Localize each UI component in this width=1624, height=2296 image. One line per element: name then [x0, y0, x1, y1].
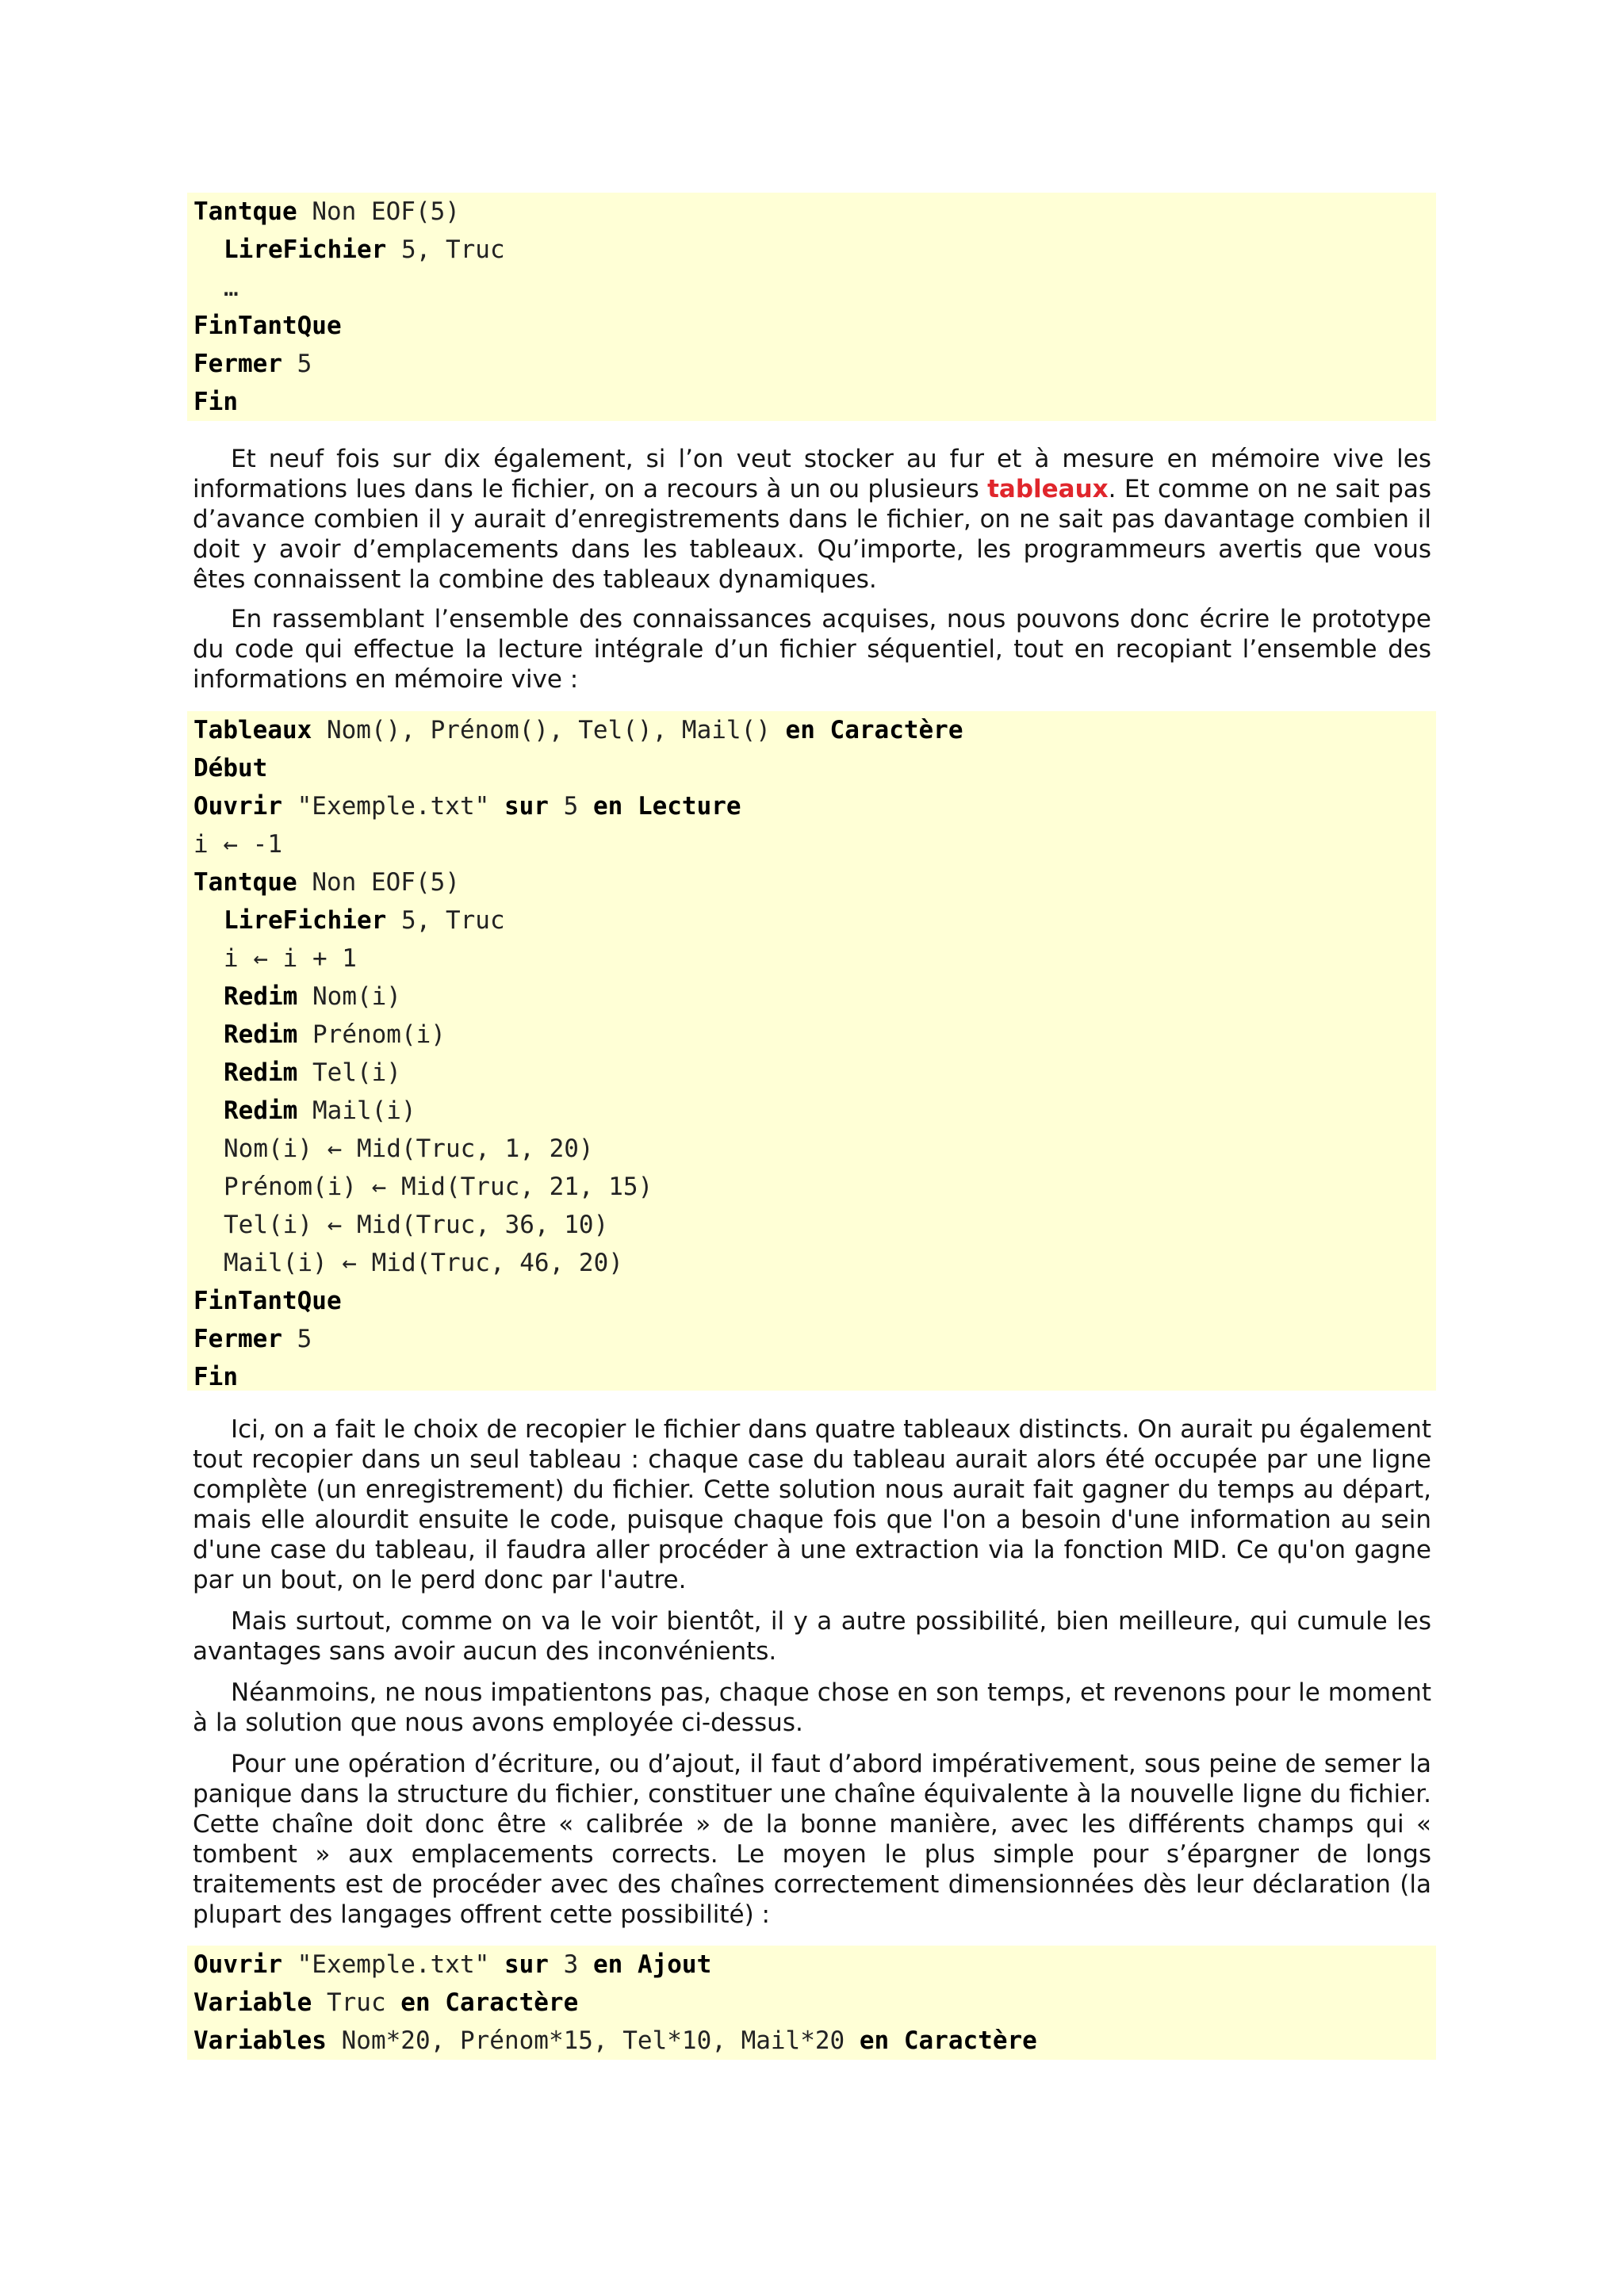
code-keyword: Fin [193, 388, 238, 416]
code-keyword: Fermer [193, 1325, 282, 1353]
code-keyword: sur [504, 1950, 549, 1979]
code-keyword: LireFichier [224, 906, 387, 935]
paragraph-surtout [193, 1606, 1431, 1667]
code-keyword: en Lecture [592, 792, 741, 821]
code-line [193, 269, 1436, 307]
paragraph-text: Pour une opération d’écriture, ou d’ajout, il faut d’abord impérativement, sous peine de semer la panique dans la structure du fichier, constituer une chaîne équivalente à la nouvelle ligne du fichier. Cette chaîne doit donc être « calibrée » de la bonne manière, avec les différents champs qui « tombent » aux emplacements corrects. Le moyen le plus simple pour s’épargner de longs traitements est de procéder avec des chaînes correctement dimensionnées dès leur déclaration (la plupart des langages offrent cette possibilité) : [193, 1750, 1431, 1929]
code-keyword: Tantque [193, 197, 297, 226]
code-line [193, 749, 1436, 787]
code-line [193, 863, 1436, 901]
code-line [193, 711, 1436, 749]
code-line [193, 383, 1436, 421]
paragraph-text: Néanmoins, ne nous impatientons pas, chaque chose en son temps, et revenons pour le moment à la solution que nous avons employée ci-dessus. [193, 1678, 1431, 1737]
code-keyword: en Ajout [592, 1950, 712, 1979]
code-line [193, 193, 1436, 231]
paragraph-neanmoins [193, 1678, 1431, 1738]
paragraph-text: . Et comme on ne sait pas d’avance combien il y aurait d’enregistrements dans le fichier, on ne sait pas davantage combien il doit y avoir d’emplacements dans les tableaux. Qu’importe, les programmeurs avertis que vous êtes connaissent la combine des tableaux dynamiques. [193, 475, 1431, 594]
code-keyword: Tableaux [193, 716, 312, 744]
paragraph-choix [193, 1414, 1431, 1595]
code-line [193, 231, 1436, 269]
code-text: Nom*20, Prénom*15, Tel*10, Mail*20 [326, 2026, 860, 2055]
code-text: Prénom(i) [297, 1020, 446, 1049]
code-block-prototype [187, 711, 1436, 1391]
code-text: Nom(), Prénom(), Tel(), Mail() [312, 716, 786, 744]
code-line [193, 1244, 1436, 1282]
code-text: 5 [548, 792, 593, 821]
code-line [193, 1016, 1436, 1054]
code-keyword: Redim [224, 982, 298, 1011]
code-text: 5 [282, 350, 312, 378]
code-line [193, 1946, 1436, 1984]
code-keyword: Ouvrir [193, 1950, 282, 1979]
code-line [193, 901, 1436, 939]
code-keyword: Variable [193, 1988, 312, 2017]
code-keyword: Redim [224, 1096, 298, 1125]
code-text: Truc [312, 1988, 401, 2017]
code-line [193, 1168, 1436, 1206]
paragraph-text: Et neuf fois sur dix également, si l’on veut stocker au fur et à mesure en mémoire vive les informations lues dans le fichier, on a recours à un ou plusieurs [193, 445, 1431, 503]
code-text: Tel(i) ← Mid(Truc, 36, 10) [224, 1211, 609, 1239]
code-keyword: en Caractère [859, 2026, 1037, 2055]
code-text: i ← -1 [193, 830, 282, 859]
code-text: Nom(i) ← Mid(Truc, 1, 20) [224, 1135, 594, 1163]
code-line [193, 1130, 1436, 1168]
code-keyword: en Caractère [400, 1988, 579, 2017]
code-keyword: LireFichier [224, 235, 387, 264]
code-text: 3 [548, 1950, 593, 1979]
code-line [193, 1358, 1436, 1396]
code-keyword: FinTantQue [193, 312, 342, 340]
code-text: i ← i + 1 [224, 944, 357, 973]
code-text: Mail(i) ← Mid(Truc, 46, 20) [224, 1249, 623, 1277]
code-text: Nom(i) [297, 982, 401, 1011]
code-text: "Exemple.txt" [282, 792, 504, 821]
code-text: Prénom(i) ← Mid(Truc, 21, 15) [224, 1173, 653, 1201]
code-line [193, 1092, 1436, 1130]
paragraph-tableaux [193, 444, 1431, 595]
paragraph-text: Mais surtout, comme on va le voir bientôt, il y a autre possibilité, bien meilleure, qui cumule les avantages sans avoir aucun des inconvénients. [193, 1607, 1431, 1666]
code-line [193, 1320, 1436, 1358]
code-block-ajout [187, 1946, 1436, 2060]
code-text: Non EOF(5) [297, 868, 460, 897]
code-text: … [224, 274, 239, 302]
code-keyword: Fermer [193, 350, 282, 378]
code-keyword: en Caractère [785, 716, 963, 744]
code-text: Non EOF(5) [297, 197, 460, 226]
paragraph-text: Ici, on a fait le choix de recopier le fichier dans quatre tableaux distincts. On aurait pu également tout recopier dans un seul tableau : chaque case du tableau aurait alors été occupée par une ligne complète (un enregistrement) du fichier. Cette solution nous aurait fait gagner du temps au départ, mais elle alourdit ensuite le code, puisque chaque fois que l'on a besoin d'une information au sein d'une case du tableau, il faudra aller procéder à une extraction via la fonction MID. Ce qu'on gagne par un bout, on le perd donc par l'autre. [193, 1415, 1431, 1594]
code-text: 5, Truc [386, 235, 505, 264]
code-keyword: FinTantQue [193, 1287, 342, 1315]
code-keyword: sur [504, 792, 549, 821]
code-line [193, 1054, 1436, 1092]
code-line [193, 1206, 1436, 1244]
code-text: 5 [282, 1325, 312, 1353]
paragraph-text: En rassemblant l’ensemble des connaissances acquises, nous pouvons donc écrire le prototype du code qui effectue la lecture intégrale d’un fichier séquentiel, tout en recopiant l’ensemble des informations en mémoire vive : [193, 605, 1431, 694]
code-keyword: Fin [193, 1363, 238, 1391]
code-text: Tel(i) [297, 1058, 401, 1087]
code-keyword: Ouvrir [193, 792, 282, 821]
code-text: Mail(i) [297, 1096, 416, 1125]
code-line [193, 1984, 1436, 2022]
code-text: 5, Truc [386, 906, 505, 935]
code-line [193, 939, 1436, 978]
code-line [193, 1282, 1436, 1320]
code-line [193, 978, 1436, 1016]
code-line [193, 345, 1436, 383]
code-line [193, 2022, 1436, 2060]
paragraph-prototype [193, 604, 1431, 695]
code-line [193, 307, 1436, 345]
code-text: "Exemple.txt" [282, 1950, 504, 1979]
code-keyword: Tantque [193, 868, 297, 897]
code-line [193, 825, 1436, 863]
code-line [193, 787, 1436, 825]
code-block-read-loop [187, 193, 1436, 421]
code-keyword: Variables [193, 2026, 327, 2055]
code-keyword: Redim [224, 1020, 298, 1049]
code-keyword: Début [193, 754, 268, 783]
code-keyword: Redim [224, 1058, 298, 1087]
highlight-tableaux: tableaux [987, 475, 1109, 503]
paragraph-ecriture [193, 1749, 1431, 1930]
